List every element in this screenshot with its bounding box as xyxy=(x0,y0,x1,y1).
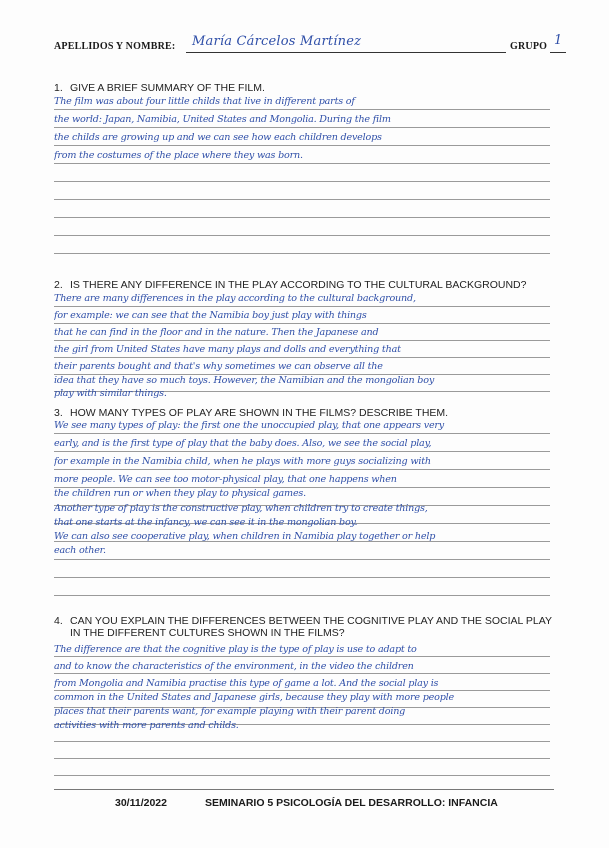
name-underline xyxy=(186,52,506,53)
footer-date: 30/11/2022 xyxy=(115,797,167,809)
footer-divider xyxy=(54,789,554,790)
answer-2-line-2: for example: we can see that the Namibia boy just play with things xyxy=(54,310,367,321)
answer-1-line-2: the world: Japan, Namibia, United States and Mongolia. During the film xyxy=(54,114,391,125)
question-3 xyxy=(54,407,554,419)
question-number: 1. xyxy=(54,82,63,94)
answer-4-line-2: and to know the characteristics of the environment, in the video the children xyxy=(54,661,414,672)
question-4 xyxy=(54,615,554,639)
group-value: 1 xyxy=(554,33,563,48)
question-text-cont: IN THE DIFFERENT CULTURES SHOWN IN THE FILMS? xyxy=(70,627,345,639)
question-2 xyxy=(54,279,554,291)
answer-3-line-8: We can also see cooperative play, when children in Namibia play together or help xyxy=(54,531,436,542)
answer-2-line-7: play with similar things. xyxy=(54,388,167,399)
answer-2-line-4: the girl from United States have many plays and dolls and everything that xyxy=(54,344,401,355)
student-name: María Cárcelos Martínez xyxy=(192,34,362,49)
header xyxy=(54,33,566,56)
answer-4-line-4: common in the United States and Japanese girls, because they play with more people xyxy=(54,692,454,703)
group-underline xyxy=(550,52,566,53)
answer-4-line-5: places that their parents want, for example playing with their parent doing xyxy=(54,706,406,717)
question-text: GIVE A BRIEF SUMMARY OF THE FILM. xyxy=(70,82,265,94)
question-text: IS THERE ANY DIFFERENCE IN THE PLAY ACCORDING TO THE CULTURAL BACKGROUND? xyxy=(70,279,527,291)
question-1 xyxy=(54,82,554,94)
question-number: 2. xyxy=(54,279,63,291)
answer-3-line-5: the children run or when they play to physical games. xyxy=(54,488,306,499)
answer-3-line-1: We see many types of play: the first one the unoccupied play, that one appears very xyxy=(54,420,445,431)
question-number: 3. xyxy=(54,407,63,419)
answer-1-line-4: from the costumes of the place where they was born. xyxy=(54,150,303,161)
answer-3-line-9: each other. xyxy=(54,545,106,556)
question-text: HOW MANY TYPES OF PLAY ARE SHOWN IN THE FILMS? DESCRIBE THEM. xyxy=(70,407,449,419)
answer-4-line-6: activities with more parents and childs. xyxy=(54,720,239,731)
question-text: CAN YOU EXPLAIN THE DIFFERENCES BETWEEN THE COGNITIVE PLAY AND THE SOCIAL PLAY xyxy=(70,615,552,627)
answer-1-line-3: the childs are growing up and we can see how each children develops xyxy=(54,132,382,143)
name-label: APELLIDOS Y NOMBRE: xyxy=(54,41,176,52)
group-label: GRUPO xyxy=(510,41,548,52)
answer-3-line-7: that one starts at the infancy, we can see it in the mongolian boy. xyxy=(54,517,358,528)
footer-seminar-title: SEMINARIO 5 PSICOLOGÍA DEL DESARROLLO: INFANCIA xyxy=(205,797,498,809)
answer-4-line-1: The difference are that the cognitive play is the type of play is use to adapt to xyxy=(54,644,417,655)
answer-1-line-1: The film was about four little childs that live in different parts of xyxy=(54,96,355,107)
answer-2-line-5: their parents bought and that's why sometimes we can observe all the xyxy=(54,361,383,372)
answer-3-line-3: for example in the Namibia child, when he plays with more guys socializing with xyxy=(54,456,431,467)
answer-3-line-6: Another type of play is the constructive play, when children try to create things, xyxy=(54,503,428,514)
answer-2-line-6: idea that they have so much toys. However, the Namibian and the mongolian boy xyxy=(54,375,435,386)
answer-2-line-1: There are many differences in the play according to the cultural background, xyxy=(54,293,416,304)
answer-2-line-3: that he can find in the floor and in the nature. Then the Japanese and xyxy=(54,327,379,338)
question-number: 4. xyxy=(54,615,63,627)
answer-4-line-3: from Mongolia and Namibia practise this type of game a lot. And the social play is xyxy=(54,678,439,689)
answer-3-line-2: early, and is the first type of play that the baby does. Also, we see the social play, xyxy=(54,438,432,449)
answer-3-line-4: more people. We can see too motor-physical play, that one happens when xyxy=(54,474,397,485)
